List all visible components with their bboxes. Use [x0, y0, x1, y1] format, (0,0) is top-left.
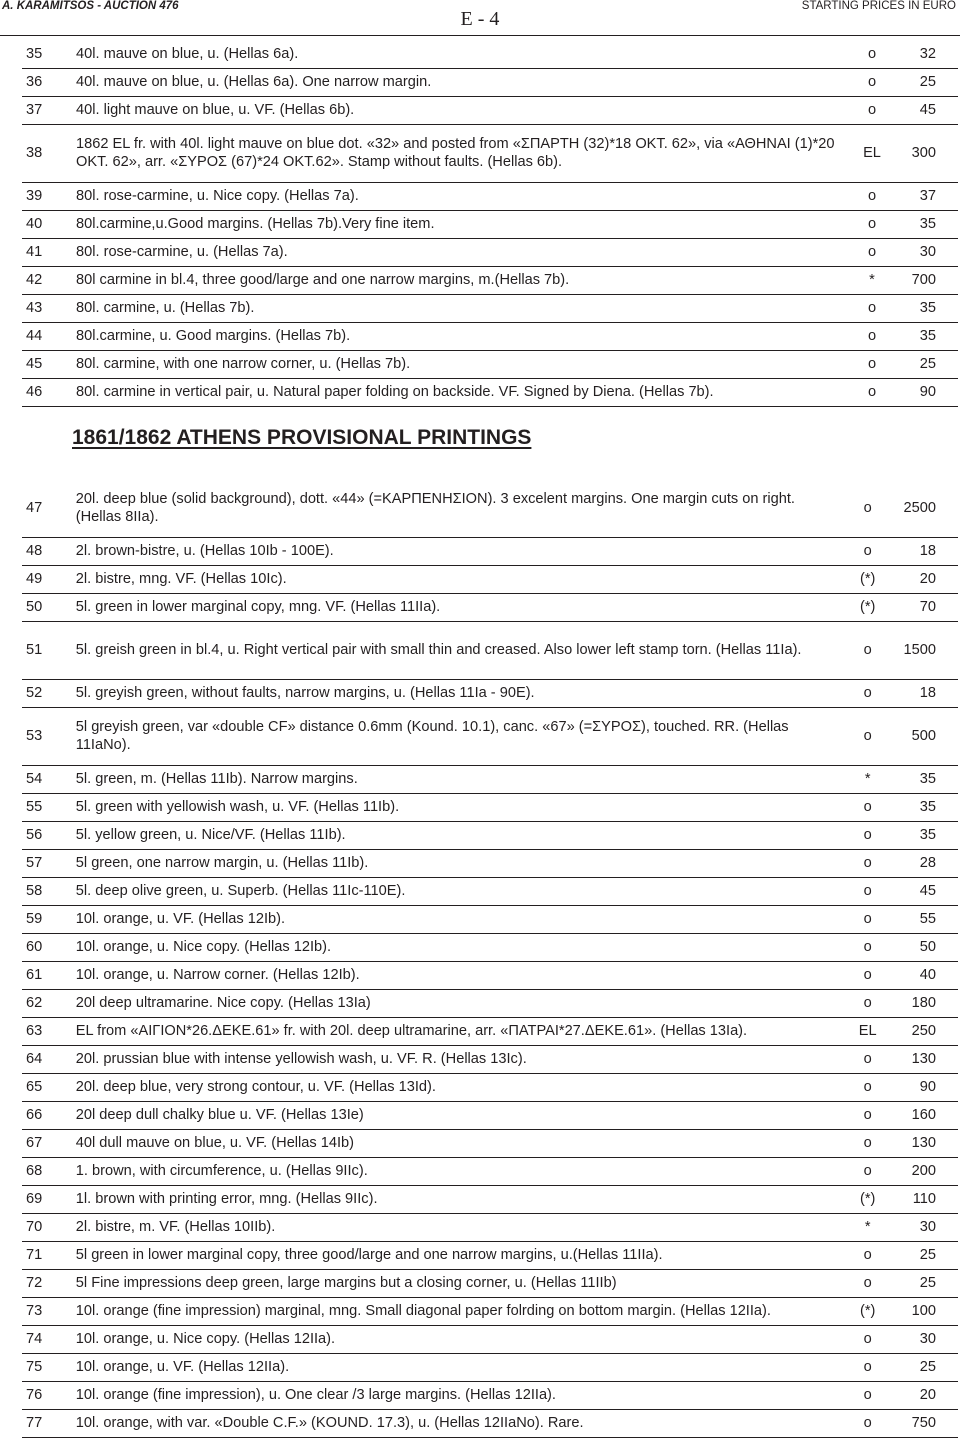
- lot-price: 50: [904, 933, 958, 961]
- lot-price: 25: [908, 68, 958, 96]
- lot-description: 40l dull mauve on blue, u. VF. (Hellas 14Ib): [76, 1129, 832, 1157]
- lot-condition: *: [832, 1213, 904, 1241]
- lot-number: 63: [22, 1017, 76, 1045]
- lot-number: 45: [22, 350, 76, 378]
- lot-condition: EL: [832, 1017, 904, 1045]
- lot-number: 54: [22, 765, 76, 793]
- lot-number: 72: [22, 1269, 76, 1297]
- lot-description: 80l carmine in bl.4, three good/large and one narrow margins, m.(Hellas 7b).: [76, 266, 836, 294]
- lot-price: 130: [904, 1129, 958, 1157]
- lot-number: 36: [22, 68, 76, 96]
- lot-row: [22, 1073, 958, 1101]
- lot-condition: (*): [832, 593, 904, 621]
- lot-condition: o: [836, 294, 908, 322]
- lot-condition: o: [832, 621, 904, 679]
- lot-row: [22, 1353, 958, 1381]
- lot-number: 68: [22, 1157, 76, 1185]
- lot-description: 5l Fine impressions deep green, large margins but a closing corner, u. (Hellas 11IIb): [76, 1269, 832, 1297]
- lot-row: [22, 266, 958, 294]
- lot-price: 1500: [904, 621, 958, 679]
- lot-condition: o: [832, 1157, 904, 1185]
- lot-number: 65: [22, 1073, 76, 1101]
- lot-condition: o: [832, 1353, 904, 1381]
- lot-row: [22, 1409, 958, 1437]
- lot-description: 10l. orange, u. VF. (Hellas 12Ib).: [76, 905, 832, 933]
- lot-description: 10l. orange, u. Nice copy. (Hellas 12Ib).: [76, 933, 832, 961]
- lot-price: 35: [904, 765, 958, 793]
- lot-price: 18: [904, 537, 958, 565]
- lot-price: 90: [904, 1073, 958, 1101]
- lot-price: 300: [908, 124, 958, 182]
- lot-price: 32: [908, 40, 958, 68]
- lot-price: 700: [908, 266, 958, 294]
- lot-number: 41: [22, 238, 76, 266]
- lot-description: 5l. green with yellowish wash, u. VF. (Hellas 11Ib).: [76, 793, 832, 821]
- lot-row: [22, 40, 958, 68]
- lot-price: 25: [904, 1241, 958, 1269]
- lot-row: [22, 1157, 958, 1185]
- lot-condition: o: [836, 238, 908, 266]
- lot-condition: o: [832, 1073, 904, 1101]
- lot-condition: o: [832, 1269, 904, 1297]
- lot-price: 35: [908, 294, 958, 322]
- lot-condition: (*): [832, 1297, 904, 1325]
- lot-price: 37: [908, 182, 958, 210]
- lot-row: [22, 1213, 958, 1241]
- lot-description: 80l. rose-carmine, u. (Hellas 7a).: [76, 238, 836, 266]
- lot-price: 35: [904, 821, 958, 849]
- lot-condition: o: [832, 989, 904, 1017]
- lot-description: 2l. bistre, mng. VF. (Hellas 10Ic).: [76, 565, 832, 593]
- lot-row: [22, 1381, 958, 1409]
- lot-price: 250: [904, 1017, 958, 1045]
- lot-condition: o: [832, 1101, 904, 1129]
- lot-condition: o: [832, 479, 904, 537]
- lot-condition: o: [832, 1325, 904, 1353]
- lot-number: 62: [22, 989, 76, 1017]
- lot-number: 74: [22, 1325, 76, 1353]
- lot-condition: o: [832, 821, 904, 849]
- lot-condition: o: [832, 707, 904, 765]
- lots-table-top: [22, 40, 958, 407]
- lot-description: 40l. mauve on blue, u. (Hellas 6a). One narrow margin.: [76, 68, 836, 96]
- lot-row: [22, 479, 958, 537]
- lot-price: 45: [904, 877, 958, 905]
- prices-note: STARTING PRICES IN EURO: [801, 0, 956, 12]
- lot-description: 20l deep ultramarine. Nice copy. (Hellas 13Ia): [76, 989, 832, 1017]
- lot-row: [22, 1185, 958, 1213]
- lot-condition: o: [832, 905, 904, 933]
- lot-price: 2500: [904, 479, 958, 537]
- lot-description: 5l. deep olive green, u. Superb. (Hellas 11Ic-110E).: [76, 877, 832, 905]
- lot-row: [22, 565, 958, 593]
- lot-description: 20l. prussian blue with intense yellowish wash, u. VF. R. (Hellas 13Ic).: [76, 1045, 832, 1073]
- lot-number: 59: [22, 905, 76, 933]
- lot-price: 25: [904, 1353, 958, 1381]
- lot-number: 51: [22, 621, 76, 679]
- lot-price: 25: [904, 1269, 958, 1297]
- lot-number: 56: [22, 821, 76, 849]
- lot-condition: (*): [832, 565, 904, 593]
- lot-price: 750: [904, 1409, 958, 1437]
- lot-description: 80l. carmine in vertical pair, u. Natural paper folding on backside. VF. Signed by Diena. (Hellas 7b).: [76, 378, 836, 406]
- lot-number: 44: [22, 322, 76, 350]
- lot-description: 10l. orange, with var. «Double C.F.» (KOUND. 17.3), u. (Hellas 12IIaNo). Rare.: [76, 1409, 832, 1437]
- lot-price: 55: [904, 905, 958, 933]
- lot-price: 45: [908, 96, 958, 124]
- lot-number: 57: [22, 849, 76, 877]
- lot-row: [22, 765, 958, 793]
- lot-row: [22, 238, 958, 266]
- lot-description: 40l. light mauve on blue, u. VF. (Hellas 6b).: [76, 96, 836, 124]
- lot-description: 10l. orange (fine impression) marginal, mng. Small diagonal paper folrding on bottom margin. (Hellas 12IIa).: [76, 1297, 832, 1325]
- lot-number: 52: [22, 679, 76, 707]
- lot-row: [22, 849, 958, 877]
- lot-number: 53: [22, 707, 76, 765]
- lot-number: 46: [22, 378, 76, 406]
- lot-number: 60: [22, 933, 76, 961]
- lot-row: [22, 1017, 958, 1045]
- lot-description: 10l. orange, u. VF. (Hellas 12IIa).: [76, 1353, 832, 1381]
- lot-row: [22, 1297, 958, 1325]
- lot-row: [22, 593, 958, 621]
- lot-price: 110: [904, 1185, 958, 1213]
- lot-row: [22, 1129, 958, 1157]
- lot-condition: o: [832, 679, 904, 707]
- lot-row: [22, 905, 958, 933]
- lot-price: 100: [904, 1297, 958, 1325]
- lot-condition: o: [836, 322, 908, 350]
- lot-number: 76: [22, 1381, 76, 1409]
- lot-row: [22, 294, 958, 322]
- lot-description: 5l green, one narrow margin, u. (Hellas 11Ib).: [76, 849, 832, 877]
- lot-number: 39: [22, 182, 76, 210]
- page-number: E - 4: [460, 8, 500, 30]
- lot-number: 64: [22, 1045, 76, 1073]
- lot-description: 20l. deep blue, very strong contour, u. VF. (Hellas 13Id).: [76, 1073, 832, 1101]
- lot-number: 77: [22, 1409, 76, 1437]
- lot-number: 38: [22, 124, 76, 182]
- lot-price: 18: [904, 679, 958, 707]
- lot-condition: o: [832, 877, 904, 905]
- lot-row: [22, 707, 958, 765]
- lot-row: [22, 1325, 958, 1353]
- lot-price: 160: [904, 1101, 958, 1129]
- lot-price: 30: [904, 1325, 958, 1353]
- lot-number: 55: [22, 793, 76, 821]
- lot-number: 49: [22, 565, 76, 593]
- lot-condition: o: [836, 182, 908, 210]
- lot-number: 43: [22, 294, 76, 322]
- lot-condition: o: [832, 1381, 904, 1409]
- auction-header: A. KARAMITSOS - AUCTION 476: [2, 0, 179, 12]
- lot-row: [22, 1101, 958, 1129]
- lot-row: [22, 182, 958, 210]
- lot-condition: (*): [832, 1185, 904, 1213]
- lot-number: 58: [22, 877, 76, 905]
- header-divider: [0, 35, 960, 36]
- lot-description: 20l deep dull chalky blue u. VF. (Hellas 13Ie): [76, 1101, 832, 1129]
- lot-row: [22, 96, 958, 124]
- lot-number: 50: [22, 593, 76, 621]
- lot-price: 20: [904, 1381, 958, 1409]
- lot-description: 5l greyish green, var «double CF» distance 0.6mm (Kound. 10.1), canc. «67» (=ΣΥΡΟΣ), touched. RR. (Hellas 11IaNo).: [76, 707, 832, 765]
- lot-number: 73: [22, 1297, 76, 1325]
- lot-price: 28: [904, 849, 958, 877]
- lot-row: [22, 933, 958, 961]
- lot-row: [22, 793, 958, 821]
- lot-description: 20l. deep blue (solid background), dott. «44» (=ΚΑΡΠΕΝΗΣΙΟΝ). 3 excelent margins. One margin cuts on right. (Hellas 8IIa).: [76, 479, 832, 537]
- lot-description: 80l.carmine, u. Good margins. (Hellas 7b).: [76, 322, 836, 350]
- lot-price: 35: [904, 793, 958, 821]
- lot-description: 5l. greish green in bl.4, u. Right vertical pair with small thin and creased. Also lower left stamp torn. (Hellas 11Ia).: [76, 621, 832, 679]
- lot-condition: o: [832, 961, 904, 989]
- lot-number: 66: [22, 1101, 76, 1129]
- lot-price: 30: [908, 238, 958, 266]
- lot-description: 1862 EL fr. with 40l. light mauve on blue dot. «32» and posted from «ΣΠΑΡΤΗ (32)*18 OKT. 62», via «ΑΘΗΝΑΙ (1)*20 OKT. 62», arr. «ΣΥΡΟΣ (67)*24 OKT.62». Stamp without faults. (Hellas 6b).: [76, 124, 836, 182]
- lot-number: 42: [22, 266, 76, 294]
- lot-condition: o: [832, 1241, 904, 1269]
- lot-condition: o: [836, 40, 908, 68]
- lot-description: 5l. yellow green, u. Nice/VF. (Hellas 11Ib).: [76, 821, 832, 849]
- lot-number: 70: [22, 1213, 76, 1241]
- lot-price: 40: [904, 961, 958, 989]
- lot-condition: o: [832, 1409, 904, 1437]
- lot-row: [22, 1269, 958, 1297]
- lot-row: [22, 1045, 958, 1073]
- lot-description: 10l. orange, u. Narrow corner. (Hellas 12Ib).: [76, 961, 832, 989]
- lot-condition: o: [832, 793, 904, 821]
- lot-description: 10l. orange, u. Nice copy. (Hellas 12IIa).: [76, 1325, 832, 1353]
- lot-description: 1l. brown with printing error, mng. (Hellas 9IIc).: [76, 1185, 832, 1213]
- lot-row: [22, 378, 958, 406]
- lot-description: EL from «ΑΙΓΙΟΝ*26.ΔΕΚΕ.61» fr. with 20l. deep ultramarine, arr. «ΠΑΤΡΑΙ*27.ΔΕΚΕ.61». (Hellas 13Ia).: [76, 1017, 832, 1045]
- lot-price: 20: [904, 565, 958, 593]
- lot-price: 200: [904, 1157, 958, 1185]
- lot-condition: o: [832, 1045, 904, 1073]
- lot-condition: o: [836, 378, 908, 406]
- lot-description: 80l. carmine, with one narrow corner, u. (Hellas 7b).: [76, 350, 836, 378]
- lot-description: 80l. rose-carmine, u. Nice copy. (Hellas 7a).: [76, 182, 836, 210]
- lot-description: 1. brown, with circumference, u. (Hellas 9IIc).: [76, 1157, 832, 1185]
- lot-row: [22, 68, 958, 96]
- lot-description: 5l. greyish green, without faults, narrow margins, u. (Hellas 11Ia - 90E).: [76, 679, 832, 707]
- lot-price: 130: [904, 1045, 958, 1073]
- lot-row: [22, 322, 958, 350]
- lot-condition: o: [836, 68, 908, 96]
- lot-condition: o: [836, 210, 908, 238]
- lot-condition: o: [836, 350, 908, 378]
- lot-row: [22, 989, 958, 1017]
- lot-row: [22, 877, 958, 905]
- lot-condition: *: [832, 765, 904, 793]
- lot-price: 70: [904, 593, 958, 621]
- lot-row: [22, 350, 958, 378]
- lot-row: [22, 621, 958, 679]
- lot-description: 5l. green, m. (Hellas 11Ib). Narrow margins.: [76, 765, 832, 793]
- lot-condition: o: [832, 849, 904, 877]
- lot-description: 80l.carmine,u.Good margins. (Hellas 7b).Very fine item.: [76, 210, 836, 238]
- lot-condition: o: [832, 1129, 904, 1157]
- lot-row: [22, 124, 958, 182]
- lot-condition: *: [836, 266, 908, 294]
- lot-description: 80l. carmine, u. (Hellas 7b).: [76, 294, 836, 322]
- lot-description: 2l. bistre, m. VF. (Hellas 10IIb).: [76, 1213, 832, 1241]
- lot-number: 69: [22, 1185, 76, 1213]
- lot-condition: o: [836, 96, 908, 124]
- lot-number: 47: [22, 479, 76, 537]
- lot-price: 30: [904, 1213, 958, 1241]
- lot-number: 67: [22, 1129, 76, 1157]
- lot-number: 35: [22, 40, 76, 68]
- lot-number: 48: [22, 537, 76, 565]
- lot-number: 37: [22, 96, 76, 124]
- lots-table-provisional: [22, 479, 958, 1438]
- lot-row: [22, 537, 958, 565]
- lot-row: [22, 961, 958, 989]
- lot-description: 2l. brown-bistre, u. (Hellas 10Ib - 100E).: [76, 537, 832, 565]
- lot-number: 71: [22, 1241, 76, 1269]
- lot-row: [22, 679, 958, 707]
- lot-description: 5l. green in lower marginal copy, mng. VF. (Hellas 11IIa).: [76, 593, 832, 621]
- section-title: 1861/1862 ATHENS PROVISIONAL PRINTINGS: [72, 426, 532, 449]
- lot-number: 75: [22, 1353, 76, 1381]
- lot-price: 500: [904, 707, 958, 765]
- lot-number: 40: [22, 210, 76, 238]
- lot-price: 25: [908, 350, 958, 378]
- lot-description: 10l. orange (fine impression), u. One clear /3 large margins. (Hellas 12IIa).: [76, 1381, 832, 1409]
- lot-row: [22, 1241, 958, 1269]
- lot-description: 40l. mauve on blue, u. (Hellas 6a).: [76, 40, 836, 68]
- lot-price: 35: [908, 210, 958, 238]
- lot-price: 180: [904, 989, 958, 1017]
- lot-condition: o: [832, 537, 904, 565]
- lot-price: 90: [908, 378, 958, 406]
- lot-price: 35: [908, 322, 958, 350]
- lot-row: [22, 210, 958, 238]
- lot-description: 5l green in lower marginal copy, three good/large and one narrow margins, u.(Hellas 11IIa).: [76, 1241, 832, 1269]
- lot-condition: o: [832, 933, 904, 961]
- lot-row: [22, 821, 958, 849]
- lot-number: 61: [22, 961, 76, 989]
- lot-condition: EL: [836, 124, 908, 182]
